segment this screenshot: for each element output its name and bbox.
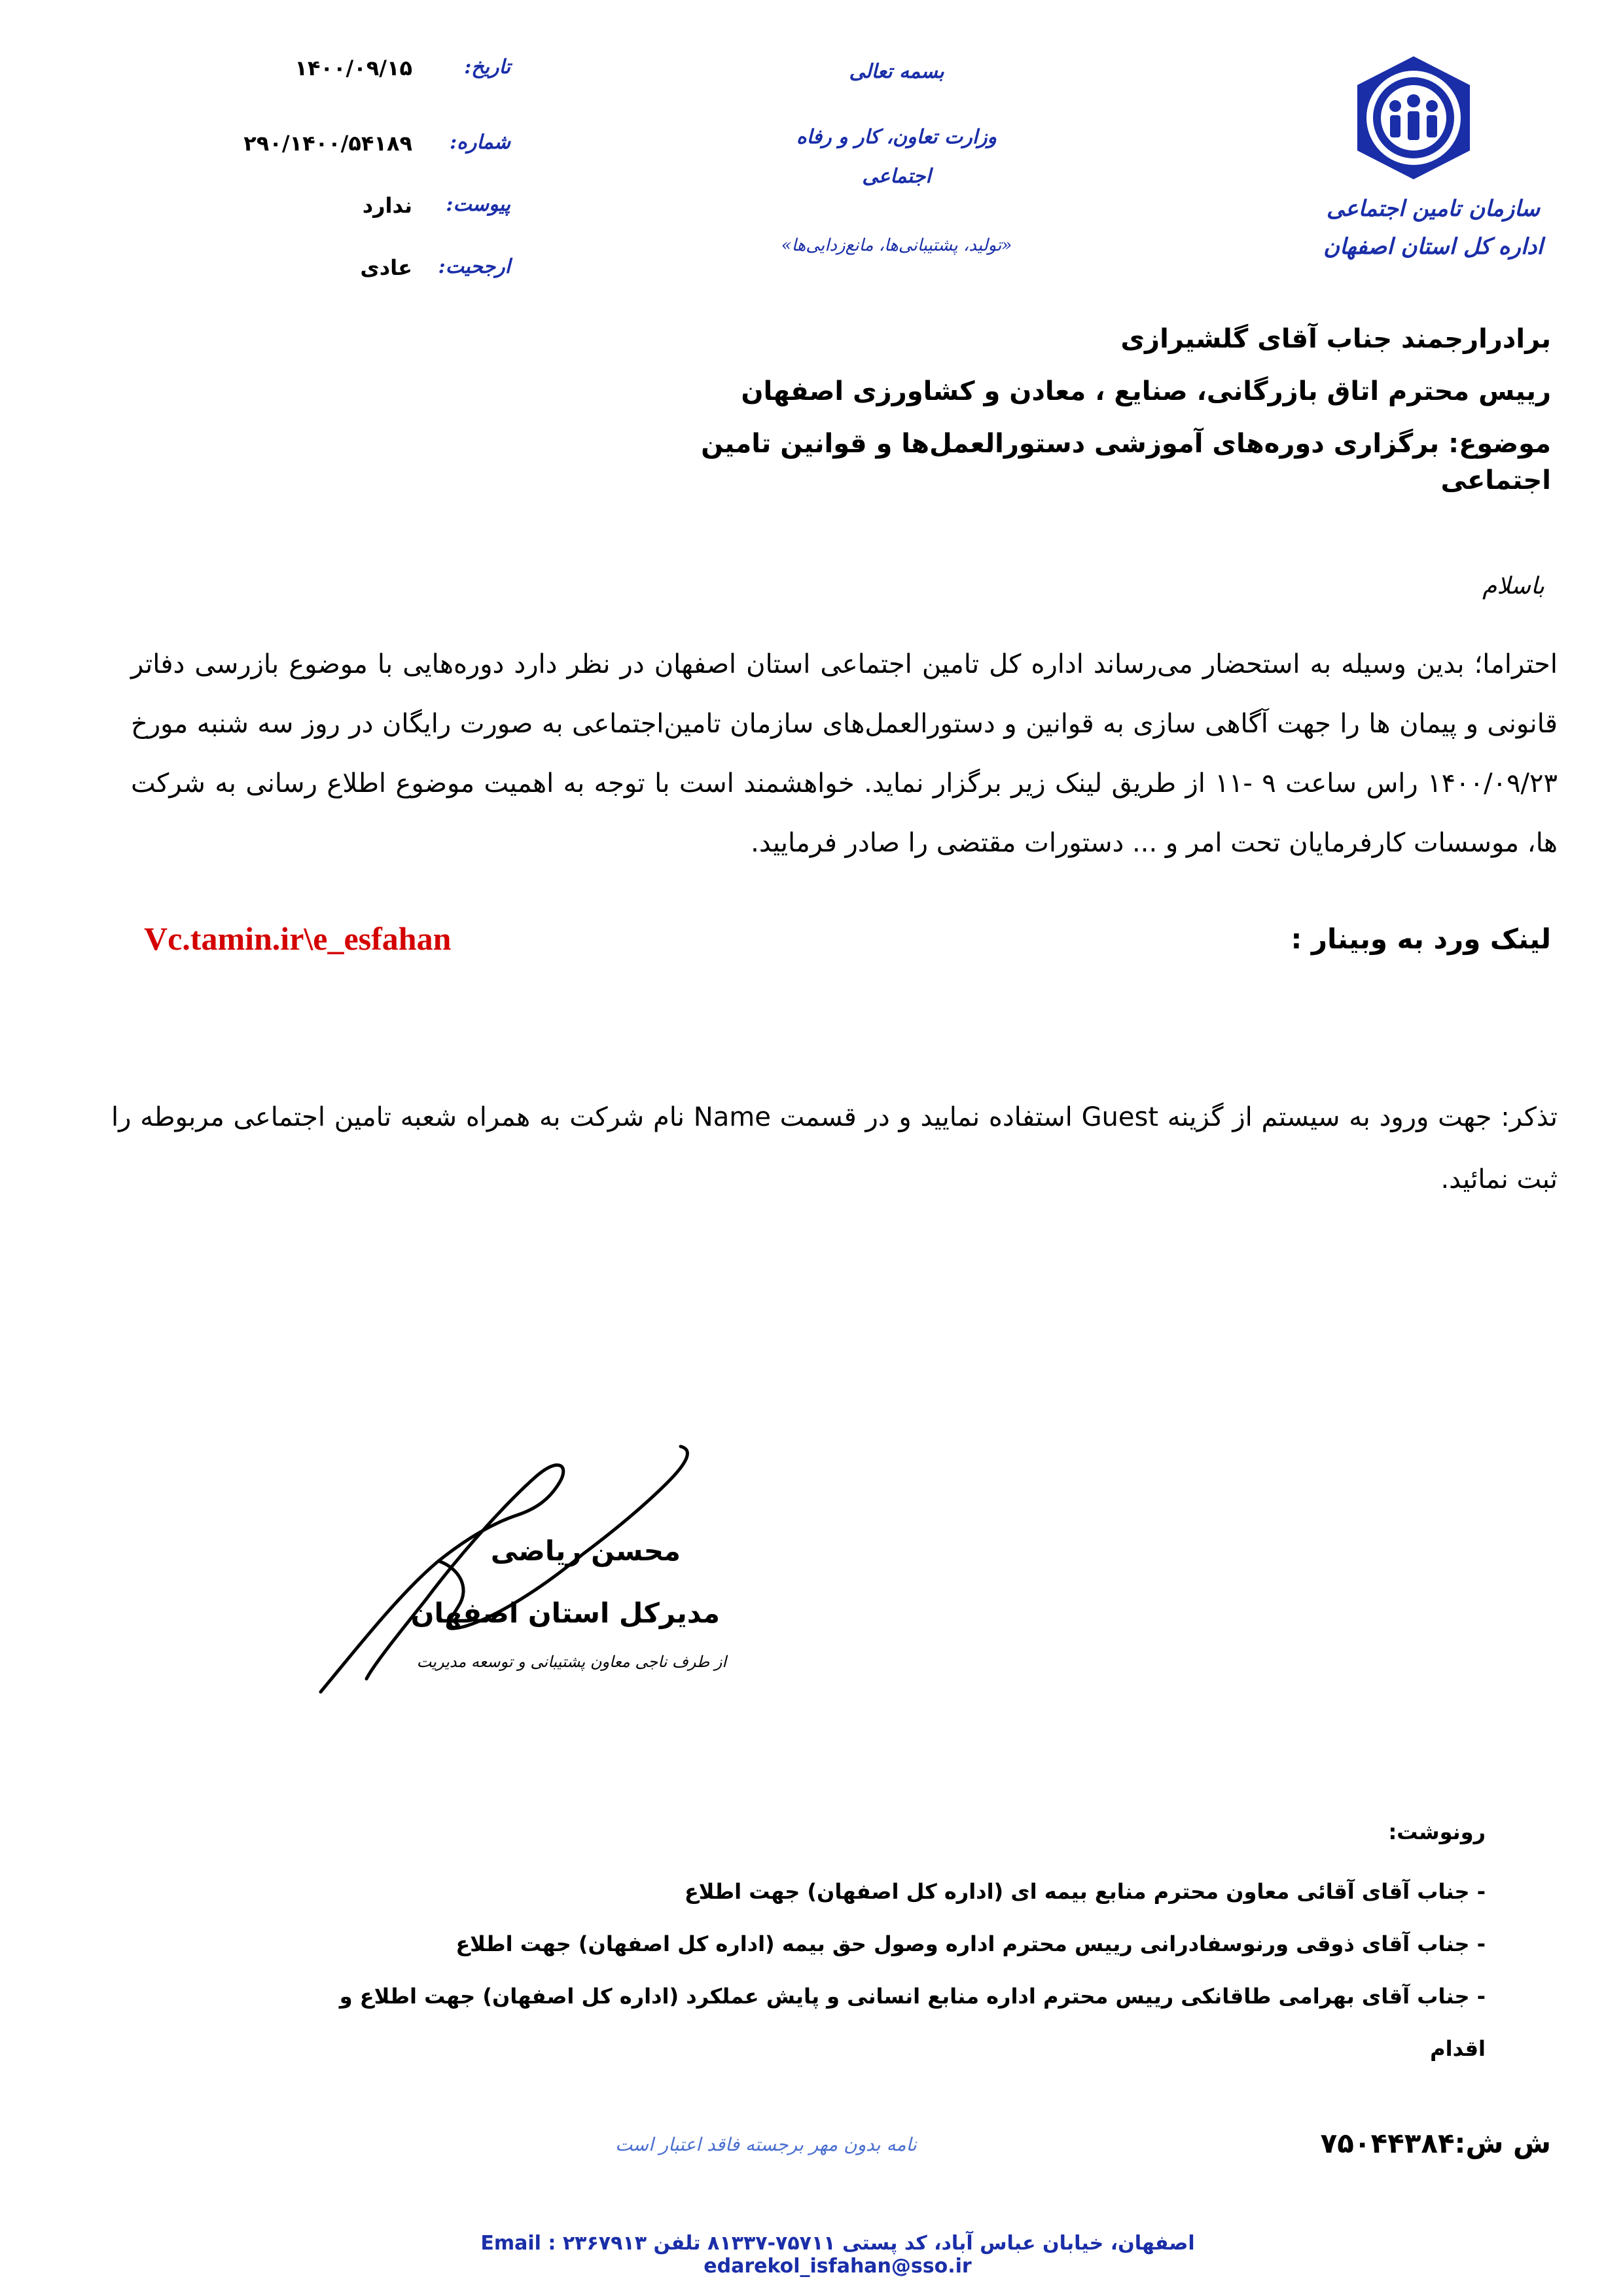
note-paragraph: تذکر: جهت ورود به سیستم از گزینه Guest استفاده نمایید و در قسمت Name نام شرکت به همراه شعبه تامین اجتماعی مربوطه را ثبت نمائید.: [111, 1102, 1558, 1194]
slogan: «تولید، پشتیبانی‌ها، مانع‌زدایی‌ها»: [781, 236, 1012, 255]
reference-number: ش ش:۷۵۰۴۴۳۸۴: [1320, 2127, 1551, 2159]
organization-logo: [1348, 52, 1479, 183]
meta-number-label: شماره:: [450, 131, 510, 154]
meta-number: [170, 131, 510, 170]
meta-date-value: ۱۴۰۰/۰۹/۱۵: [294, 56, 412, 81]
footer-address: اصفهان، خیابان عباس آباد، کد پستی ۷۵۷۱۱-۸۱۳۳۷ تلفن ۲۳۶۷۹۱۳ Email : edarekol_isfahan@sso.ir: [480, 2232, 1195, 2278]
cc-item: - جناب آقای آقائی معاون محترم منابع بیمه ای (اداره کل اصفهان) جهت اطلاع: [684, 1879, 1486, 1904]
meta-number-value: ۲۹۰/۱۴۰۰/۵۴۱۸۹: [243, 131, 412, 156]
meta-priority: [170, 255, 510, 295]
addressee-title: رییس محترم اتاق بازرگانی، صنایع ، معادن و کشاورزی اصفهان: [741, 376, 1551, 406]
seal-validity-note: نامه بدون مهر برجسته فاقد اعتبار است: [615, 2134, 917, 2155]
meta-attachment-label: پیوست:: [446, 193, 510, 216]
cc-item: - جناب آقای بهرامی طاقانکی رییس محترم اداره منابع انسانی و پایش عملکرد (اداره کل اصفهان) جهت اطلاع و اقدام: [339, 1984, 1486, 2061]
greeting: باسلام: [1482, 573, 1544, 600]
body-paragraph: احتراما؛ بدین وسیله به استحضار می‌رساند اداره کل تامین اجتماعی استان اصفهان در نظر دارد دوره‌هایی با موضوع بازرسی دفاتر قانونی و پیمان ها را جهت آگاهی سازی به قوانین و دستورالعمل‌های سازمان تامین‌اجتماعی به صورت رایگان در روز سه شنبه مورخ ۱۴۰۰/۰۹/۲۳ راس ساعت ۹ -۱۱ از طریق لینک زیر برگزار نماید. خواهشمند است با توجه به اهمیت موضوع اطلاع رسانی به شرکت ها، موسسات کارفرمایان تحت امر و ... دستورات مقتضی را صادر فرمایید.: [131, 649, 1558, 858]
ministry-name: وزارت تعاون، کار و رفاه اجتماعی: [796, 126, 997, 188]
letter-subject: موضوع: برگزاری دوره‌های آموزشی دستورالعمل‌ها و قوانین تامین اجتماعی: [701, 429, 1551, 495]
webinar-link-label: لینک ورد به وبینار :: [1291, 923, 1551, 955]
bismillah: بسمه تعالی: [849, 60, 944, 83]
cc-list: [308, 1865, 1486, 2075]
cc-item: - جناب آقای ذوقی ورنوسفادرانی رییس محترم اداره وصول حق بیمه (اداره کل اصفهان) جهت اطلاع: [455, 1931, 1486, 1956]
meta-priority-label: ارجحیت:: [438, 255, 510, 278]
cc-title: رونوشت:: [1388, 1820, 1486, 1844]
addressee-name: برادرارجمند جناب آقای گلشیرازی: [1120, 324, 1551, 354]
org-name-line1: سازمان تامین اجتماعی: [1326, 196, 1541, 222]
meta-attachment: [170, 193, 510, 232]
org-name-line2: اداره کل استان اصفهان: [1323, 234, 1543, 260]
letter-heading: [759, 52, 1034, 262]
meta-attachment-value: ندارد: [362, 193, 412, 218]
signatory-title: مدیرکل استان اصفهان: [410, 1597, 720, 1629]
organization-name: [1322, 190, 1544, 266]
signatory-note: از طرف ناجی معاون پشتیبانی و توسعه مدیریت: [416, 1653, 726, 1671]
meta-priority-value: عادی: [360, 255, 412, 280]
meta-date-label: تاریخ:: [464, 56, 510, 79]
meta-date: [170, 56, 510, 95]
webinar-link[interactable]: Vc.tamin.ir\e_esfahan: [144, 920, 452, 957]
signatory-name: محسن ریاضی: [490, 1535, 681, 1567]
